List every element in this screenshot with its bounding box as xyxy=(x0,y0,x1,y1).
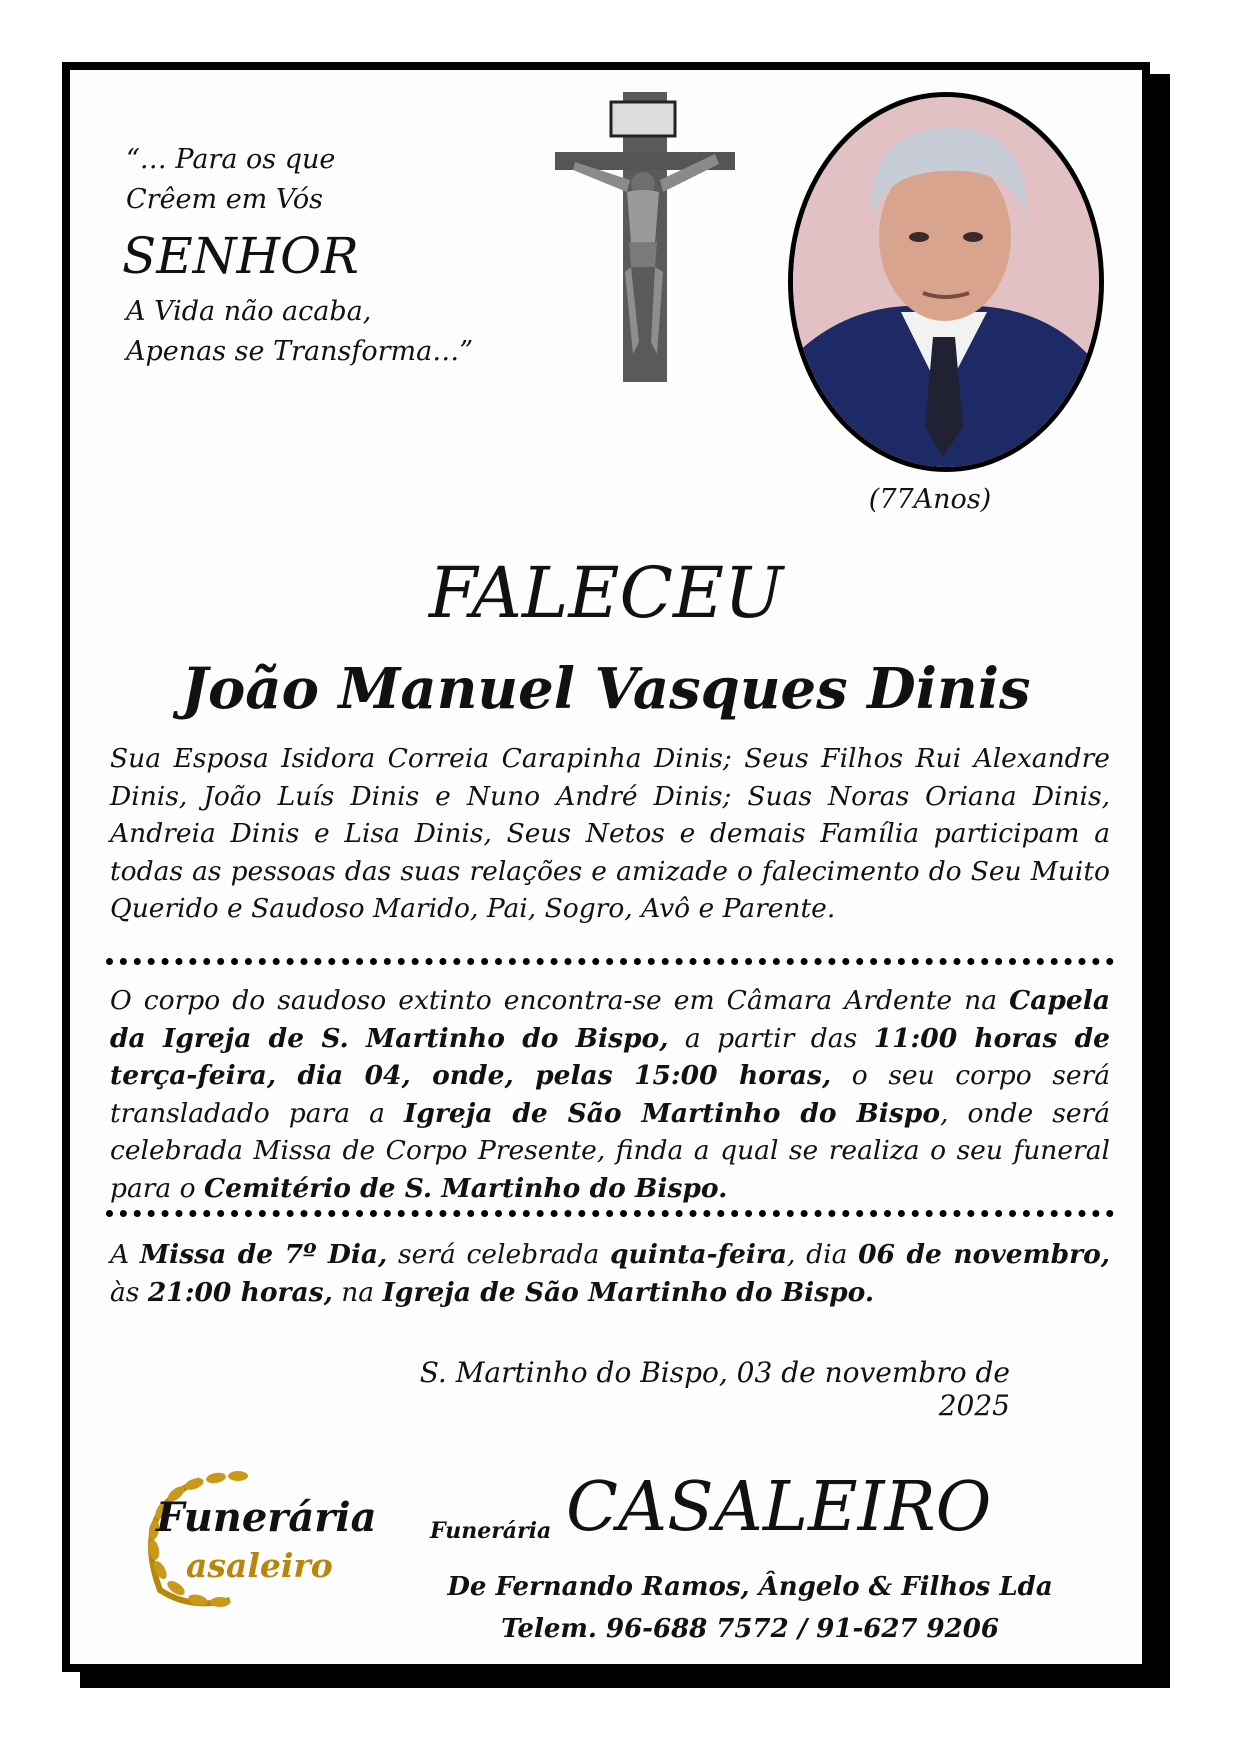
church-location: Igreja de São Martinho do Bispo xyxy=(403,1097,941,1129)
mass-name: Missa de 7º Dia, xyxy=(139,1239,388,1270)
brand-name: CASALEIRO xyxy=(566,1468,992,1547)
text: será celebrada xyxy=(387,1239,611,1270)
mass-time: 21:00 horas, xyxy=(147,1276,333,1308)
deceased-name: João Manuel Vasques Dinis xyxy=(181,656,1031,722)
chapel-location: Capela da Igreja de S. Martinho do Bispo, xyxy=(110,985,1110,1054)
text: O corpo do saudoso extinto encontra-se em Câmara Ardente na xyxy=(110,985,1010,1016)
quote-line-4: A Vida não acaba, xyxy=(126,296,372,327)
quote-line-2: Crêem em Vós xyxy=(126,184,324,215)
text: às xyxy=(110,1276,148,1308)
text: na xyxy=(332,1276,383,1308)
quote-line-1: “… Para os que xyxy=(126,144,336,175)
text: a partir das xyxy=(668,1022,874,1054)
text: A xyxy=(110,1239,140,1270)
wake-time: 11:00 horas de terça-feira, dia 04, onde, pelas 15:00 horas, xyxy=(110,1022,1111,1091)
crucifix-image xyxy=(555,92,735,382)
announcement-heading: FALECEU xyxy=(428,552,784,634)
phone-numbers: Telem. 96-688 7572 / 91-627 9206 xyxy=(501,1614,999,1644)
quote-line-5: Apenas se Transforma…” xyxy=(126,336,474,367)
age-label: (77Anos) xyxy=(868,484,992,515)
mass-weekday: quinta-feira xyxy=(610,1239,788,1270)
dotted-divider xyxy=(106,958,1114,965)
deceased-portrait xyxy=(788,92,1104,472)
quote-line-3: SENHOR xyxy=(122,227,359,285)
dotted-divider xyxy=(106,1210,1114,1217)
mass-location: Igreja de São Martinho do Bispo. xyxy=(382,1276,875,1308)
family-paragraph: Sua Esposa Isidora Correia Carapinha Dinis; Seus Filhos Rui Alexandre Dinis, João Luís Dinis e Nuno André Dinis; Suas Noras Oriana Dinis, Andreia Dinis e Lisa Dinis, Seus Netos e demais Família participam a todas as pessoas das suas relações e amizade o falecimento do Seu Muito Querido e Saudoso Marido, Pai, Sogro, Avô e Parente. xyxy=(110,743,1110,924)
brand-prefix: Funerária xyxy=(430,1518,552,1544)
logo-text-casaleiro: asaleiro xyxy=(186,1546,333,1585)
place-date: S. Martinho do Bispo, 03 de novembro de 2025 xyxy=(419,1356,1010,1422)
text: o seu corpo será transladado para a xyxy=(110,1060,1110,1129)
mass-date: 06 de novembro, xyxy=(858,1239,1111,1270)
text: , dia xyxy=(787,1239,859,1270)
cemetery-location: Cemitério de S. Martinho do Bispo. xyxy=(204,1172,728,1204)
logo-text-funeraria: Funerária xyxy=(156,1494,377,1541)
text: , onde será celebrada Missa de Corpo Presente, finda a qual se realiza o seu funeral para o xyxy=(110,1097,1110,1204)
scripture-quote xyxy=(122,140,474,372)
mass-paragraph xyxy=(110,1236,1110,1311)
obituary-notice xyxy=(62,62,1150,1672)
portrait-figure xyxy=(793,97,1099,467)
funeral-home-logo xyxy=(120,1460,410,1620)
funeral-paragraph xyxy=(110,982,1110,1207)
company-name: De Fernando Ramos, Ângelo & Filhos Lda xyxy=(447,1572,1053,1602)
